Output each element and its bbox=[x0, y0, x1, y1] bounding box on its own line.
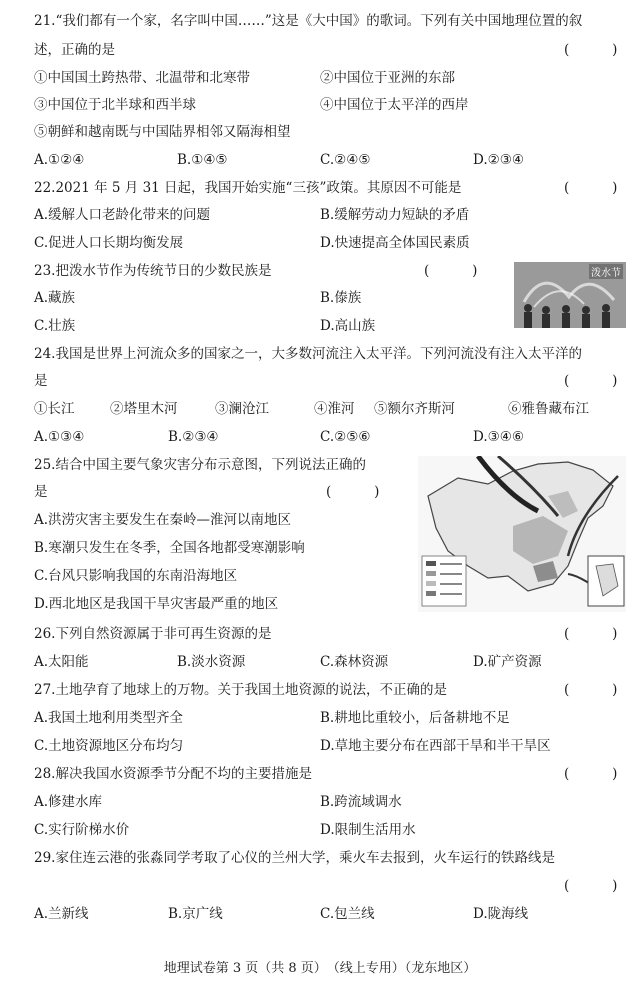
q25-stem: 25.结合中国主要气象灾害分布示意图，下列说法正确的 bbox=[34, 457, 366, 473]
q22-stem: 22.2021 年 5 月 31 日起，我国开始实施“三孩”政策。其原因不可能是 bbox=[34, 180, 462, 196]
china-map-icon bbox=[418, 456, 626, 612]
q24-option-a[interactable]: A.①③④ bbox=[34, 429, 85, 445]
q28-option-d[interactable]: D.限制生活用水 bbox=[320, 822, 416, 838]
q27-answer-paren[interactable]: ( ) bbox=[564, 682, 618, 698]
q24-river-4: ④淮河 bbox=[314, 401, 355, 417]
q26-option-b[interactable]: B.淡水资源 bbox=[177, 654, 246, 670]
q26-answer-paren[interactable]: ( ) bbox=[564, 626, 618, 642]
q26-option-c[interactable]: C.森林资源 bbox=[320, 654, 389, 670]
q24-river-2: ②塔里木河 bbox=[110, 401, 178, 417]
q27-option-d[interactable]: D.草地主要分布在西部干旱和半干旱区 bbox=[320, 738, 551, 754]
q21-option-a[interactable]: A.①②④ bbox=[34, 152, 85, 168]
q21-stem-cont: 述，正确的是 bbox=[34, 42, 115, 58]
q28-stem: 28.解决我国水资源季节分配不均的主要措施是 bbox=[34, 766, 312, 782]
q21-answer-paren[interactable]: ( ) bbox=[564, 42, 618, 58]
q24-answer-paren[interactable]: ( ) bbox=[564, 373, 618, 389]
q24-stem-cont: 是 bbox=[34, 373, 48, 389]
q27-stem: 27.土地孕育了地球上的万物。关于我国土地资源的说法，不正确的是 bbox=[34, 682, 447, 698]
q26-option-d[interactable]: D.矿产资源 bbox=[473, 654, 542, 670]
q21-stem: 21.“我们都有一个家，名字叫中国……”这是《大中国》的歌词。下列有关中国地理位置的叙 bbox=[34, 13, 583, 29]
festival-photo-caption: 泼水节 bbox=[589, 264, 623, 279]
q23-answer-paren[interactable]: ( ) bbox=[424, 263, 478, 279]
q29-option-b[interactable]: B.京广线 bbox=[168, 906, 223, 922]
q24-option-b[interactable]: B.②③④ bbox=[168, 429, 219, 445]
q22-option-b[interactable]: B.缓解劳动力短缺的矛盾 bbox=[320, 207, 470, 223]
q22-option-c[interactable]: C.促进人口长期均衡发展 bbox=[34, 235, 184, 251]
q25-option-c[interactable]: C.台风只影响我国的东南沿海地区 bbox=[34, 568, 238, 584]
q26-option-a[interactable]: A.太阳能 bbox=[34, 654, 89, 670]
q29-option-a[interactable]: A.兰新线 bbox=[34, 906, 89, 922]
q23-option-c[interactable]: C.壮族 bbox=[34, 318, 76, 334]
q23-option-b[interactable]: B.傣族 bbox=[320, 290, 362, 306]
q25-option-d[interactable]: D.西北地区是我国干旱灾害最严重的地区 bbox=[34, 596, 279, 612]
q24-river-5: ⑤额尔齐斯河 bbox=[374, 401, 455, 417]
q25-option-b[interactable]: B.寒潮只发生在冬季，全国各地都受寒潮影响 bbox=[34, 540, 305, 556]
q28-option-a[interactable]: A.修建水库 bbox=[34, 794, 103, 810]
q27-option-b[interactable]: B.耕地比重较小，后备耕地不足 bbox=[320, 710, 510, 726]
q23-option-d[interactable]: D.高山族 bbox=[320, 318, 376, 334]
q25-stem-cont: 是 bbox=[34, 484, 48, 500]
q26-stem: 26.下列自然资源属于非可再生资源的是 bbox=[34, 626, 272, 642]
page-footer: 地理试卷第 3 页（共 8 页） （线上专用）（龙东地区） bbox=[163, 961, 477, 976]
q28-option-c[interactable]: C.实行阶梯水价 bbox=[34, 822, 130, 838]
q29-answer-paren[interactable]: ( ) bbox=[564, 878, 618, 894]
q21-statement-2: ②中国位于亚洲的东部 bbox=[320, 70, 455, 86]
q28-answer-paren[interactable]: ( ) bbox=[564, 766, 618, 782]
q21-option-d[interactable]: D.②③④ bbox=[473, 152, 524, 168]
q28-option-b[interactable]: B.跨流域调水 bbox=[320, 794, 402, 810]
q29-stem: 29.家住连云港的张淼同学考取了心仪的兰州大学，乘火车去报到，火车运行的铁路线是 bbox=[34, 850, 555, 866]
q21-statement-4: ④中国位于太平洋的西岸 bbox=[320, 97, 469, 113]
q25-answer-paren[interactable]: ( ) bbox=[326, 484, 380, 500]
q21-option-c[interactable]: C.②④⑤ bbox=[320, 152, 371, 168]
q21-option-b[interactable]: B.①④⑤ bbox=[177, 152, 228, 168]
q22-answer-paren[interactable]: ( ) bbox=[564, 180, 618, 196]
q24-option-d[interactable]: D.③④⑥ bbox=[473, 429, 524, 445]
q23-option-a[interactable]: A.藏族 bbox=[34, 290, 76, 306]
q29-option-c[interactable]: C.包兰线 bbox=[320, 906, 375, 922]
q27-option-a[interactable]: A.我国土地利用类型齐全 bbox=[34, 710, 184, 726]
q24-river-6: ⑥雅鲁藏布江 bbox=[508, 401, 589, 417]
q24-river-1: ①长江 bbox=[34, 401, 75, 417]
water-splashing-festival-photo bbox=[514, 262, 626, 328]
q24-stem: 24.我国是世界上河流众多的国家之一，大多数河流注入太平洋。下列河流没有注入太平洋的 bbox=[34, 346, 582, 362]
q21-statement-3: ③中国位于北半球和西半球 bbox=[34, 97, 196, 113]
q24-river-3: ③澜沧江 bbox=[215, 401, 269, 417]
q29-option-d[interactable]: D.陇海线 bbox=[473, 906, 529, 922]
q22-option-d[interactable]: D.快速提高全体国民素质 bbox=[320, 235, 470, 251]
china-meteorological-disaster-map bbox=[418, 456, 626, 612]
q25-option-a[interactable]: A.洪涝灾害主要发生在秦岭—淮河以南地区 bbox=[34, 512, 292, 528]
q27-option-c[interactable]: C.土地资源地区分布均匀 bbox=[34, 738, 184, 754]
q21-statement-5: ⑤朝鲜和越南既与中国陆界相邻又隔海相望 bbox=[34, 124, 291, 140]
q22-option-a[interactable]: A.缓解人口老龄化带来的问题 bbox=[34, 207, 211, 223]
q21-statement-1: ①中国国土跨热带、北温带和北寒带 bbox=[34, 70, 250, 86]
q24-option-c[interactable]: C.②⑤⑥ bbox=[320, 429, 371, 445]
q23-stem: 23.把泼水节作为传统节日的少数民族是 bbox=[34, 263, 272, 279]
